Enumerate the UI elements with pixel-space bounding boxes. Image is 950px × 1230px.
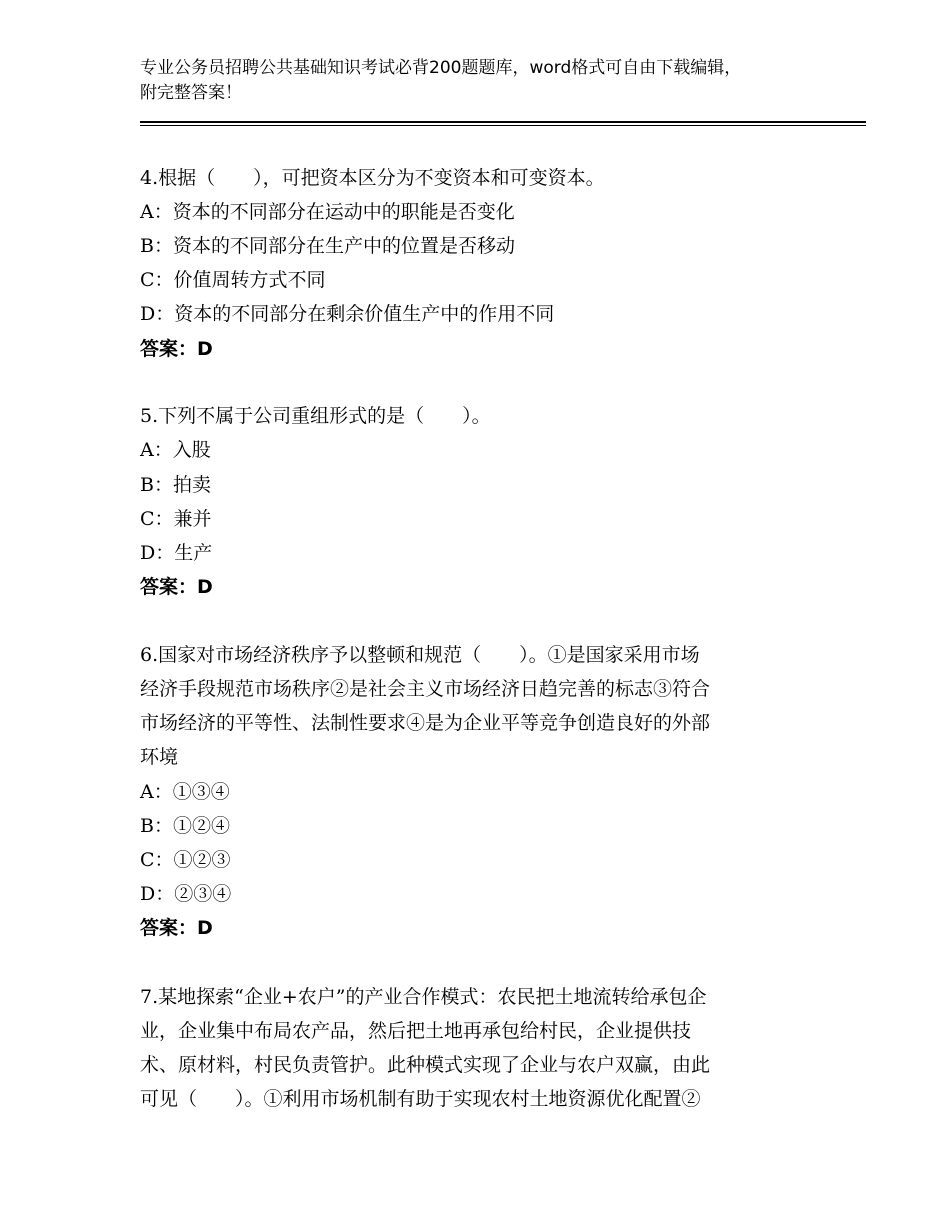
option-c: C：①②③	[140, 849, 231, 871]
header-divider	[140, 121, 866, 123]
question-stem: 市场经济的平等性、法制性要求④是为企业平等竞争创造良好的外部	[140, 712, 711, 734]
answer: 答案：D	[140, 917, 213, 939]
question-stem: 4.根据（ ），可把资本区分为不变资本和可变资本。	[140, 167, 605, 189]
question-stem: 7.某地探索“企业+农户”的产业合作模式：农民把土地流转给承包企	[140, 986, 707, 1008]
option-b: B：资本的不同部分在生产中的位置是否移动	[140, 235, 515, 257]
header-line: 附完整答案！	[140, 83, 242, 103]
option-c: C：兼并	[140, 508, 212, 530]
option-b: B：拍卖	[140, 474, 211, 496]
option-a: A：资本的不同部分在运动中的职能是否变化	[140, 201, 515, 223]
option-d: D：资本的不同部分在剩余价值生产中的作用不同	[140, 303, 555, 325]
option-d: D：生产	[140, 542, 213, 564]
question-stem: 术、原材料，村民负责管护。此种模式实现了企业与农户双赢，由此	[140, 1054, 711, 1076]
option-a: A：入股	[140, 439, 211, 461]
question-stem: 业，企业集中布局农产品，然后把土地再承包给村民，企业提供技	[140, 1020, 692, 1042]
option-d: D：②③④	[140, 883, 232, 905]
question-stem: 6.国家对市场经济秩序予以整顿和规范（ ）。①是国家采用市场	[140, 644, 700, 666]
option-c: C：价值周转方式不同	[140, 269, 326, 291]
header-line: 专业公务员招聘公共基础知识考试必背200题题库，word格式可自由下载编辑，	[140, 58, 742, 78]
question-stem: 可见（ ）。①利用市场机制有助于实现农村土地资源优化配置②	[140, 1088, 701, 1110]
header-divider-thin	[140, 125, 866, 126]
answer: 答案：D	[140, 576, 213, 598]
question-stem: 环境	[140, 746, 179, 768]
answer: 答案：D	[140, 338, 213, 360]
question-stem: 5.下列不属于公司重组形式的是（ ）。	[140, 405, 491, 427]
document-header	[140, 56, 840, 106]
question-stem: 经济手段规范市场秩序②是社会主义市场经济日趋完善的标志③符合	[140, 678, 711, 700]
option-b: B：①②④	[140, 815, 230, 837]
option-a: A：①③④	[140, 781, 230, 803]
